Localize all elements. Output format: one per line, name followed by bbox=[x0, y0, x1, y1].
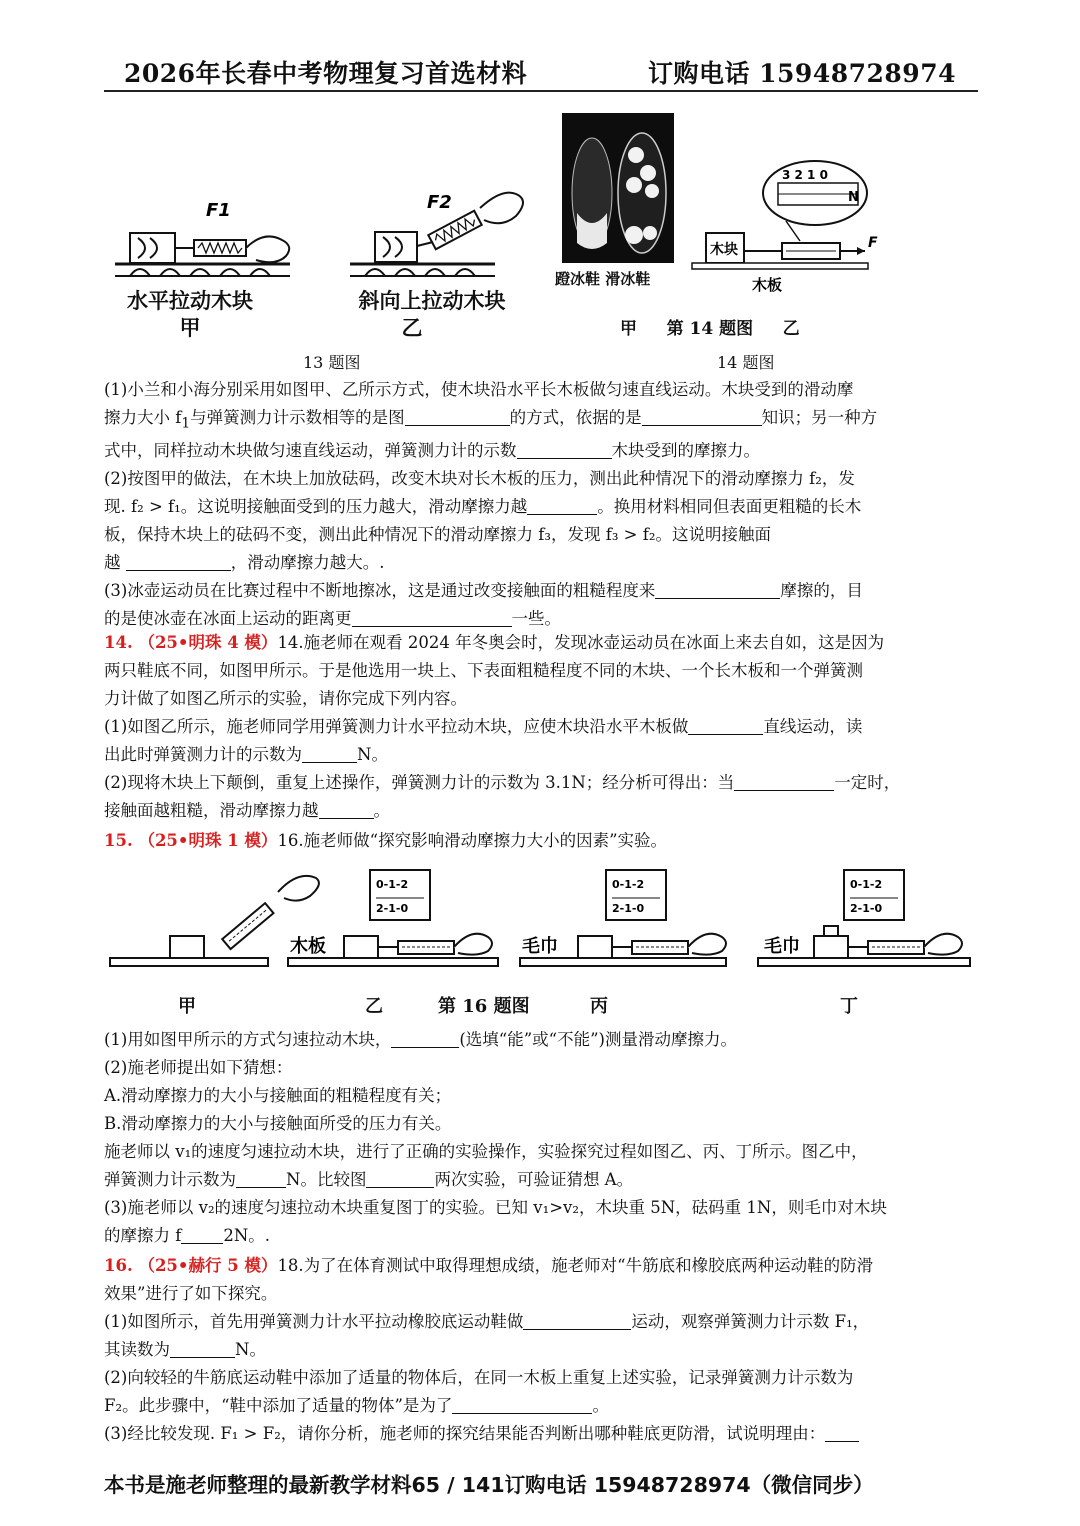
q13-p1a: (1)小兰和小海分别采用如图甲、乙所示方式，使木块沿水平长木板做匀速直线运动。木块受到的滑动摩 bbox=[104, 380, 854, 399]
fig13-diagram-a bbox=[110, 190, 300, 280]
q16-block bbox=[104, 1252, 978, 1448]
towel-label-bing: 毛巾 bbox=[522, 936, 558, 957]
header-title: 2026年长春中考物理复习首选材料 bbox=[124, 59, 528, 88]
q13-p1b: 擦力大小 $f_1$与弹簧测力计示数相等的是图 的方式，依据的是 知识；另一种方 bbox=[104, 408, 878, 432]
blank-q14-3[interactable] bbox=[734, 773, 834, 791]
q14-p2a: (2)现将木块上下颠倒，重复上述操作，弹簧测力计的示数为 3.1N；经分析可得出：当 一定时， bbox=[104, 773, 901, 792]
q16-p2b: F₂。此步骤中，“鞋中添加了适量的物体”是为了 。 bbox=[104, 1396, 609, 1415]
q13-p2c: 板，保持木块上的砝码不变，测出此种情况下的滑动摩擦力 f₃，发现 f₃ > f₂。这说明接触面 bbox=[104, 525, 771, 545]
fig16-cap-b: 乙 bbox=[365, 996, 383, 1017]
q14-l3: 力计做了如图乙所示的实验，请你完成下列内容。 bbox=[104, 689, 467, 708]
svg-text:0-1-2: 0-1-2 bbox=[850, 878, 883, 891]
scale-unit: N bbox=[848, 190, 859, 205]
fig13-caption-b: 斜向上拉动木块 bbox=[358, 289, 506, 313]
blank-q15-2[interactable] bbox=[236, 1170, 286, 1188]
fig13-diagram-b bbox=[345, 180, 535, 280]
fig14-shoe-labels: 蹬冰鞋 滑冰鞋 bbox=[555, 270, 651, 288]
blank-q15-3[interactable] bbox=[366, 1170, 434, 1188]
blank-q13-6[interactable] bbox=[655, 581, 780, 599]
q15-l1: 16.施老师做“探究影响滑动摩擦力大小的因素”实验。 bbox=[277, 831, 668, 850]
svg-text:2-1-0: 2-1-0 bbox=[850, 902, 883, 915]
q15-head bbox=[104, 827, 978, 855]
header-phone: 订购电话 15948728974 bbox=[647, 59, 956, 88]
blank-q13-2[interactable] bbox=[642, 408, 762, 426]
blank-q14-2[interactable] bbox=[302, 745, 357, 763]
fig16-cap-d: 丁 bbox=[840, 996, 858, 1017]
blank-q13-7[interactable] bbox=[352, 609, 512, 627]
board-14 bbox=[692, 263, 868, 269]
q16-tag: 16. （25•赫行 5 模） bbox=[104, 1256, 278, 1275]
q16-p1b: 其读数为 N。 bbox=[104, 1340, 266, 1359]
q14-l1: 14. （25•明珠 4 模）14.施老师在观看 2024 年冬奥会时，发现冰壶运动员在冰面上来去自如，这是因为 bbox=[104, 633, 885, 652]
fig16-cap-a: 甲 bbox=[178, 996, 196, 1017]
fig14-title: 14 题图 bbox=[717, 353, 775, 372]
towel-label-ding: 毛巾 bbox=[764, 936, 800, 957]
fig16-diagram bbox=[108, 862, 990, 977]
svg-text:0-1-2: 0-1-2 bbox=[376, 878, 409, 891]
blank-q13-4[interactable] bbox=[527, 497, 597, 515]
q14-p2b: 接触面越粗糙，滑动摩擦力越 。 bbox=[104, 801, 390, 820]
blank-q16-3[interactable] bbox=[452, 1396, 592, 1414]
fig13-f1-label: F1 bbox=[206, 200, 231, 221]
blank-q15-1[interactable] bbox=[391, 1030, 459, 1048]
scale-ticks: 3 2 1 0 bbox=[782, 168, 828, 182]
hand-a bbox=[246, 236, 289, 262]
q13-block bbox=[104, 376, 978, 633]
page-footer: 本书是施老师整理的最新教学材料65 / 141订购电话 15948728974（微信同步） bbox=[104, 1473, 874, 1497]
fig14-shoe-photo bbox=[562, 113, 674, 263]
wood-block-a bbox=[130, 233, 175, 263]
fig13-sub-b: 乙 bbox=[401, 316, 423, 340]
board-label-yi: 木板 bbox=[290, 936, 326, 957]
svg-text:2-1-0: 2-1-0 bbox=[612, 902, 645, 915]
svg-text:0-1-2: 0-1-2 bbox=[612, 878, 645, 891]
fig14-apparatus bbox=[690, 155, 890, 295]
fig13-sub-a: 甲 bbox=[179, 316, 201, 340]
q14-p1a: (1)如图乙所示，施老师同学用弹簧测力计水平拉动木块，应使木块沿水平木板做 直线运动，读 bbox=[104, 717, 863, 736]
force-label: F bbox=[868, 235, 878, 251]
blank-q16-2[interactable] bbox=[170, 1340, 235, 1358]
q15-guess-b: B.滑动摩擦力的大小与接触面所受的压力有关。 bbox=[104, 1114, 452, 1133]
q15-p3b: 的摩擦力 f 2N。. bbox=[104, 1226, 271, 1245]
q13-p3a: (3)冰壶运动员在比赛过程中不断地擦冰，这是通过改变接触面的粗糙程度来 摩擦的，目 bbox=[104, 581, 863, 601]
blank-q14-4[interactable] bbox=[319, 801, 374, 819]
q14-l2: 两只鞋底不同，如图甲所示。于是他选用一块上、下表面粗糙程度不同的木块、一个长木板和一个弹簧测 bbox=[104, 661, 863, 680]
q15-c2: 弹簧测力计示数为 N。比较图 两次实验，可验证猜想 A。 bbox=[104, 1170, 634, 1189]
blank-q14-1[interactable] bbox=[688, 717, 763, 735]
block-jia bbox=[170, 936, 204, 958]
blank-q16-1[interactable] bbox=[523, 1312, 631, 1330]
q13-p2d: 越 ，滑动摩擦力越大。. bbox=[104, 553, 385, 573]
q16-l2: 效果”进行了如下探究。 bbox=[104, 1284, 278, 1303]
block-label: 木块 bbox=[710, 242, 738, 258]
fig16-title: 第 16 题图 bbox=[438, 996, 530, 1017]
fig13-caption-a: 水平拉动木块 bbox=[127, 289, 253, 313]
q13-p3b: 的是使冰壶在冰面上运动的距离更 一些。 bbox=[104, 609, 561, 629]
q14-tag: 14. （25•明珠 4 模） bbox=[104, 633, 278, 652]
q14-block bbox=[104, 629, 978, 825]
fig16-cap-c: 丙 bbox=[590, 996, 608, 1017]
q16-l1: 16. （25•赫行 5 模）18.为了在体育测试中取得理想成绩，施老师对“牛筋底和橡胶底两种运动鞋的防滑 bbox=[104, 1256, 874, 1275]
q13-p2b: 现. f₂ > f₁。这说明接触面受到的压力越大，滑动摩擦力越 。换用材料相同但表面更粗糙的长木 bbox=[104, 497, 862, 517]
page-header bbox=[104, 52, 978, 92]
fig13-f2-label: F2 bbox=[427, 192, 452, 213]
board-label: 木板 bbox=[752, 276, 783, 294]
q14-p1b: 出此时弹簧测力计的示数为 N。 bbox=[104, 745, 388, 764]
q13-p1c: 式中，同样拉动木块做匀速直线运动，弹簧测力计的示数 木块受到的摩擦力。 bbox=[104, 441, 760, 461]
q15-block bbox=[104, 1026, 978, 1250]
fig13-title: 13 题图 bbox=[303, 353, 361, 372]
q13-p2a: (2)按图甲的做法，在木块上加放砝码，改变木块对长木板的压力，测出此种情况下的滑动摩擦力 f₂，发 bbox=[104, 469, 855, 489]
q15-p2: (2)施老师提出如下猜想： bbox=[104, 1058, 293, 1077]
blank-q13-1[interactable] bbox=[405, 408, 510, 426]
blank-q13-3[interactable] bbox=[517, 441, 612, 459]
q15-c1: 施老师以 v₁的速度匀速拉动木块，进行了正确的实验操作，实验探究过程如图乙、丙、丁所示。图乙中， bbox=[104, 1142, 868, 1161]
hand-b bbox=[480, 193, 523, 224]
blank-q16-4[interactable] bbox=[825, 1424, 859, 1442]
q16-p3: (3)经比较发现. F₁ > F₂，请你分析，施老师的探究结果能否判断出哪种鞋底更防滑，试说明理由： bbox=[104, 1420, 978, 1448]
blank-q15-4[interactable] bbox=[181, 1226, 223, 1244]
blank-q13-5[interactable] bbox=[126, 553, 231, 571]
q15-tag: 15. （25•明珠 1 模） bbox=[104, 831, 278, 850]
q15-p3a: (3)施老师以 v₂的速度匀速拉动木块重复图丁的实验。已知 v₁>v₂，木块重 5N，砝码重 1N，则毛巾对木块 bbox=[104, 1198, 887, 1217]
q16-p2a: (2)向较轻的牛筋底运动鞋中添加了适量的物体后，在同一木板上重复上述实验，记录弹簧测力计示数为 bbox=[104, 1368, 854, 1387]
q16-p1a: (1)如图所示，首先用弹簧测力计水平拉动橡胶底运动鞋做 运动，观察弹簧测力计示数 F₁， bbox=[104, 1312, 870, 1331]
q15-p1: (1)用如图甲所示的方式匀速拉动木块， (选填“能”或“不能”)测量滑动摩擦力。 bbox=[104, 1030, 737, 1049]
q15-guess-a: A.滑动摩擦力的大小与接触面的粗糙程度有关； bbox=[104, 1086, 452, 1105]
fig14-caption: 甲 第 14 题图 乙 bbox=[620, 319, 800, 339]
svg-text:2-1-0: 2-1-0 bbox=[376, 902, 409, 915]
